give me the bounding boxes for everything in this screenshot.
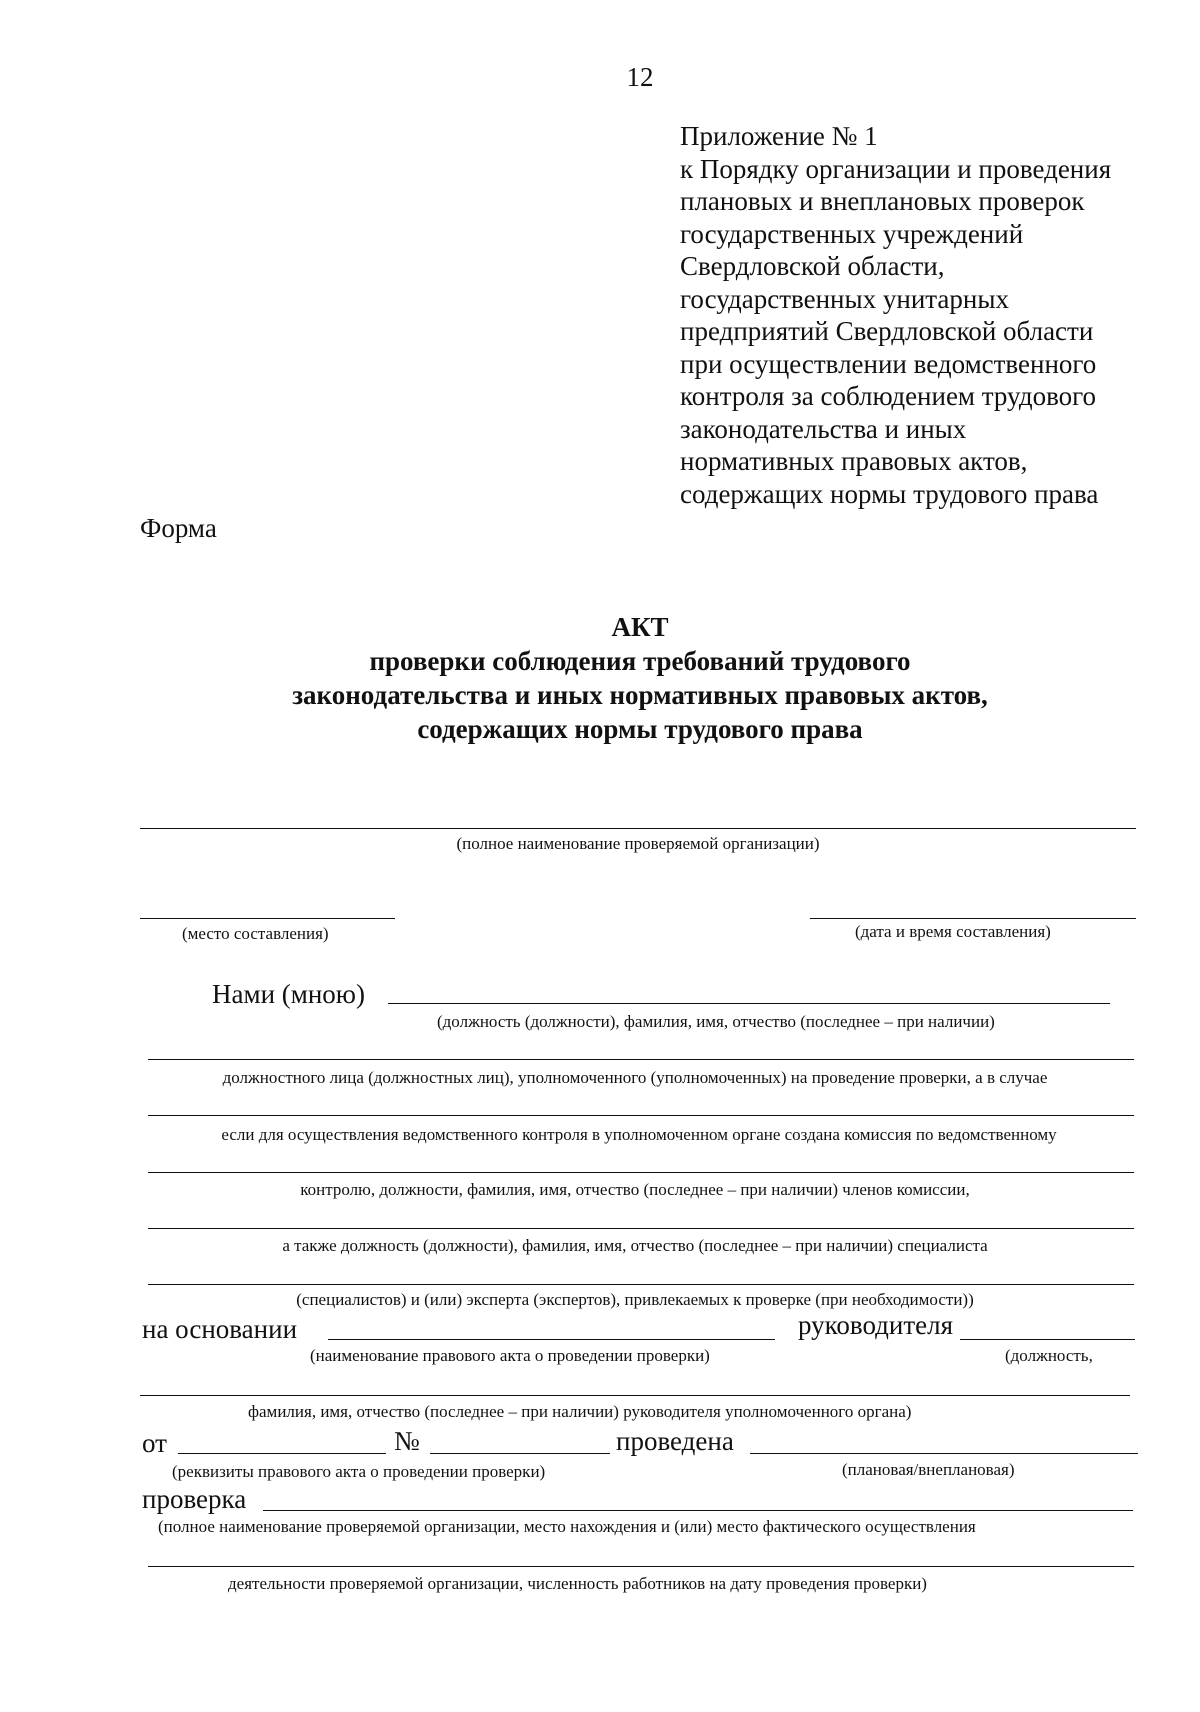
conducted-label: проведена — [616, 1426, 734, 1456]
officials-field[interactable] — [148, 1284, 1134, 1285]
from-label: от — [142, 1428, 167, 1458]
head-name-caption: фамилия, имя, отчество (последнее – при наличии) руководителя уполномоченного органа) — [248, 1402, 912, 1421]
appendix-line: Приложение № 1 — [680, 121, 878, 151]
number-label: № — [394, 1426, 420, 1456]
appendix-line: Свердловской области, — [680, 251, 945, 281]
officials-caption: а также должность (должности), фамилия, имя, отчество (последнее – при наличии) специалиста — [282, 1236, 988, 1255]
page-number: 12 — [626, 62, 654, 92]
legal-act-caption: (наименование правового акта о проведении проверки) — [310, 1346, 710, 1365]
head-name-field[interactable] — [140, 1395, 1130, 1396]
act-date-field[interactable] — [178, 1453, 386, 1454]
head-label: руководителя — [798, 1310, 954, 1340]
title-heading: АКТ — [611, 612, 669, 642]
position-caption: (должность, — [1005, 1346, 1093, 1365]
officials-field[interactable] — [148, 1172, 1134, 1173]
document-title — [0, 610, 1200, 746]
org-name-caption: (полное наименование проверяемой организации) — [456, 834, 820, 853]
appendix-line: контроля за соблюдением трудового — [680, 381, 1097, 411]
appendix-line: государственных унитарных — [680, 283, 1009, 314]
appendix-line: государственных учреждений — [680, 218, 1024, 249]
appendix-line: нормативных правовых актов, — [680, 446, 1028, 476]
officials-caption: (должность (должности), фамилия, имя, отчество (последнее – при наличии) — [437, 1012, 995, 1031]
officials-caption: если для осуществления ведомственного контроля в уполномоченном органе создана комиссия по ведомственному — [221, 1125, 1057, 1144]
inspection-label: проверка — [142, 1484, 247, 1514]
place-field[interactable] — [140, 918, 395, 919]
legal-act-field[interactable] — [328, 1339, 775, 1340]
on-basis-label: на основании — [142, 1314, 298, 1344]
appendix-line: при осуществлении ведомственного — [680, 348, 1097, 379]
officials-field[interactable] — [148, 1115, 1134, 1116]
plan-type-field[interactable] — [750, 1453, 1138, 1454]
datetime-field[interactable] — [810, 918, 1136, 919]
place-caption: (место составления) — [182, 924, 329, 943]
appendix-line: предприятий Свердловской области — [680, 316, 1094, 346]
officials-caption: должностного лица (должностных лиц), уполномоченного (уполномоченных) на проведение проверки, а в случае — [222, 1068, 1048, 1087]
title-line: законодательства и иных нормативных правовых актов, — [292, 680, 988, 710]
datetime-caption: (дата и время составления) — [855, 922, 1051, 941]
inspection-field[interactable] — [263, 1510, 1133, 1511]
title-line: содержащих нормы трудового права — [417, 714, 863, 744]
appendix-line: содержащих нормы трудового права — [680, 478, 1099, 509]
form-label: Форма — [140, 513, 217, 543]
officials-caption: (специалистов) и (или) эксперта (экспертов), привлекаемых к проверке (при необходимости)) — [296, 1290, 974, 1309]
appendix-line: законодательства и иных — [680, 413, 967, 444]
inspection-field[interactable] — [148, 1566, 1134, 1567]
plan-type-caption: (плановая/внеплановая) — [842, 1460, 1015, 1479]
appendix-line: к Порядку организации и проведения — [680, 153, 1112, 184]
act-number-field[interactable] — [430, 1453, 610, 1454]
position-field[interactable] — [960, 1339, 1135, 1340]
appendix-header — [680, 120, 1111, 510]
officials-field[interactable] — [148, 1228, 1134, 1229]
act-details-caption: (реквизиты правового акта о проведении проверки) — [172, 1462, 546, 1481]
officials-caption: контролю, должности, фамилия, имя, отчество (последнее – при наличии) членов комиссии, — [300, 1180, 970, 1199]
by-us-label: Нами (мною) — [212, 979, 365, 1009]
inspection-caption: (полное наименование проверяемой организации, место нахождения и (или) место фактического осуществления — [158, 1517, 976, 1536]
org-name-field[interactable] — [140, 828, 1136, 829]
title-line: проверки соблюдения требований трудового — [369, 646, 911, 676]
officials-field[interactable] — [388, 1003, 1110, 1004]
inspection-caption: деятельности проверяемой организации, численность работников на дату проведения проверки) — [228, 1574, 927, 1593]
appendix-line: плановых и внеплановых проверок — [680, 186, 1085, 216]
officials-field[interactable] — [148, 1059, 1134, 1060]
